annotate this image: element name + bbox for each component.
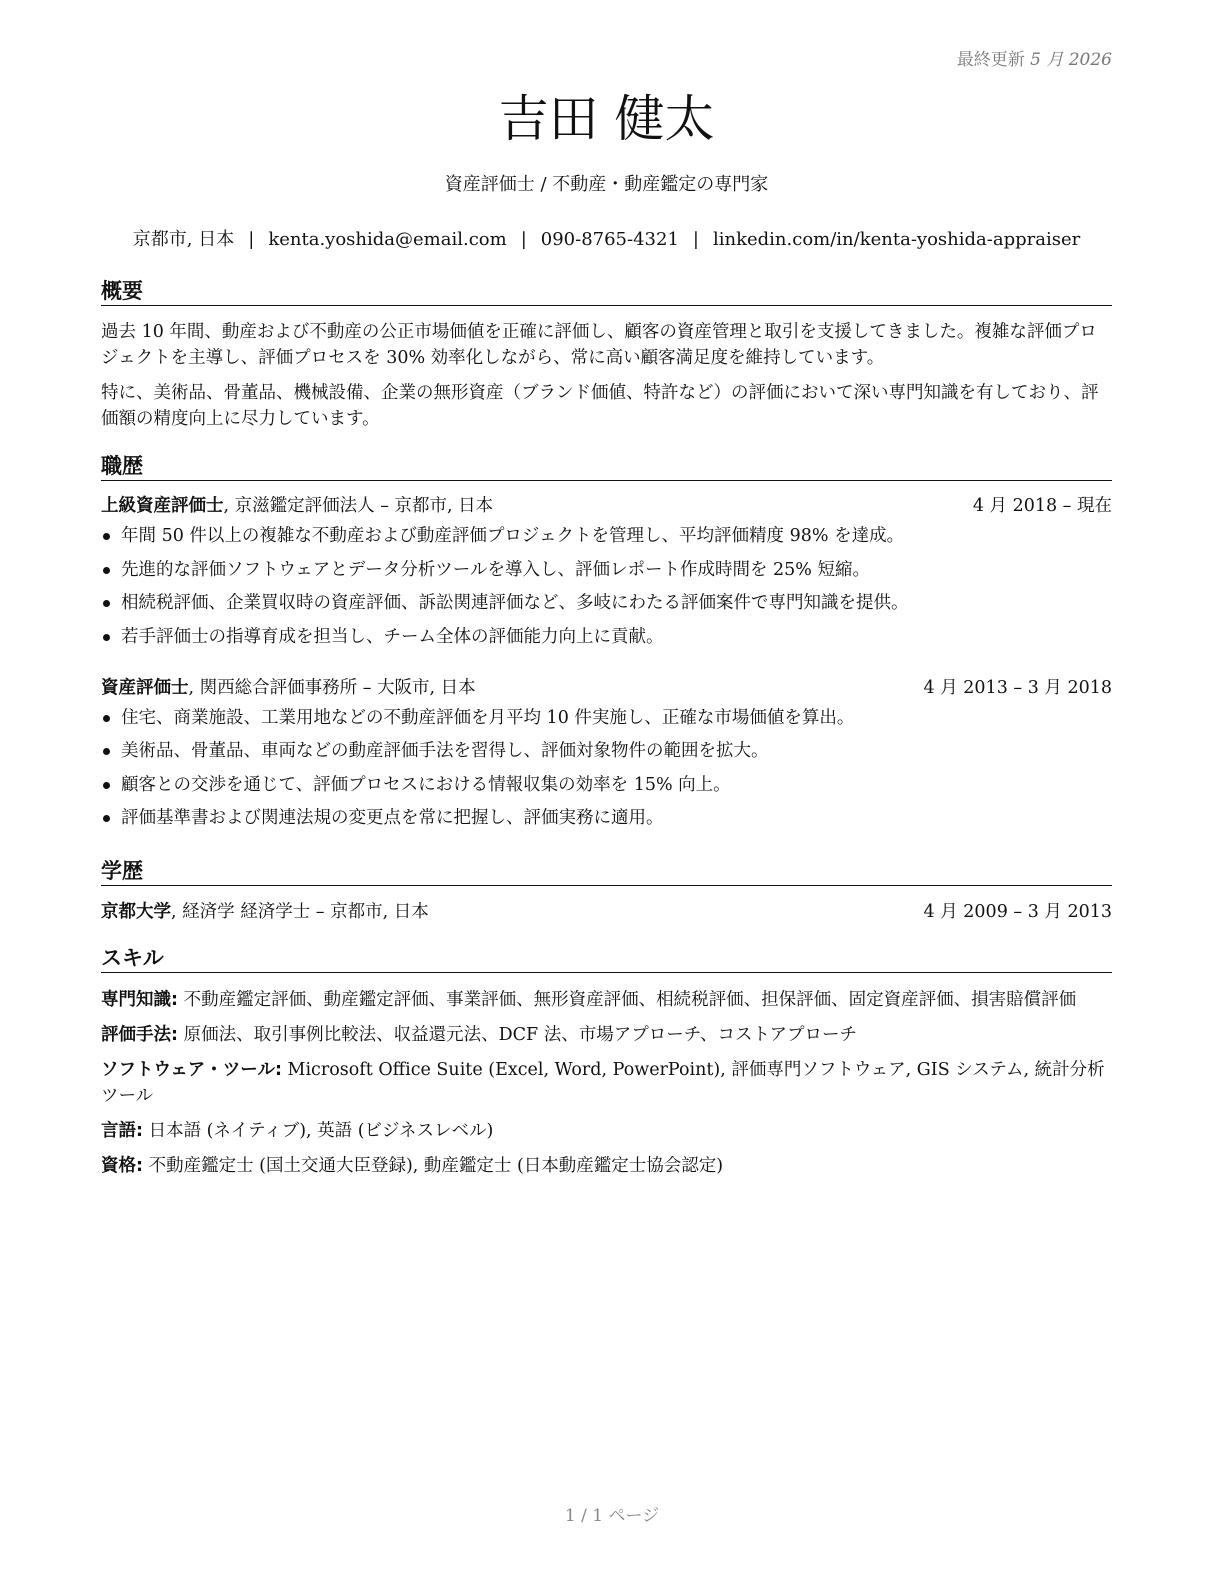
skill-value: 原価法、取引事例比較法、収益還元法、DCF 法、市場アプローチ、コストアプローチ [183,1025,857,1045]
contact-location: 京都市, 日本 [132,229,235,250]
skill-row [101,1153,1112,1179]
job-org: , 京滋鑑定評価法人 – 京都市, 日本 [223,496,494,516]
summary-section [101,277,1112,432]
section-title-summary: 概要 [101,277,1112,306]
job-bullets [101,523,1112,650]
contact-linkedin[interactable]: linkedin.com/in/kenta-yoshida-appraiser [712,229,1081,250]
last-updated [957,45,1112,70]
list-item: 顧客との交渉を通じて、評価プロセスにおける情報収集の効率を 15% 向上。 [101,772,1112,798]
job-org: , 関西総合評価事務所 – 大阪市, 日本 [188,677,476,698]
last-updated-date: 5 月 2026 [1030,50,1112,70]
section-title-experience: 職歴 [101,452,1112,481]
job-header [101,675,1112,701]
education-school: 京都大学 [101,902,171,922]
resume-page [101,0,1112,1584]
job-header [101,493,1112,519]
bullet-icon [103,634,110,641]
bullet-icon [103,533,110,540]
person-name: 吉田 健太 [498,90,715,148]
list-item: 美術品、骨董品、車両などの動産評価手法を習得し、評価対象物件の範囲を拡大。 [101,738,1112,764]
headline: 資産評価士 / 不動産・動産鑑定の専門家 [444,174,769,195]
job-bullets [101,705,1112,832]
education-dates: 4 月 2009 – 3 月 2013 [923,902,1112,922]
bullet-icon [103,567,110,574]
list-item: 評価基準書および関連法規の変更点を常に把握し、評価実務に適用。 [101,805,1112,831]
contact-email[interactable]: kenta.yoshida@email.com [268,229,507,250]
summary-paragraph: 特に、美術品、骨董品、機械設備、企業の無形資産（ブランド価値、特許など）の評価において深い専門知識を有しており、評価額の精度向上に尽力しています。 [101,383,1099,429]
bullet-icon [103,782,110,789]
skills-section [101,944,1112,1179]
skill-row [101,1118,1112,1144]
skill-label: 評価手法: [101,1025,178,1045]
list-item: 住宅、商業施設、工業用地などの不動産評価を月平均 10 件実施し、正確な市場価値を算出。 [101,705,1112,731]
bullet-icon [103,600,110,607]
contact-line [101,225,1112,251]
summary-paragraph: 過去 10 年間、動産および不動産の公正市場価値を正確に評価し、顧客の資産管理と取引を支援してきました。複雑な評価プロジェクトを主導し、評価プロセスを 30% 効率化しながら、常に高い顧客満足度を維持しています。 [101,322,1097,368]
job-entry [101,675,1112,832]
list-item: 若手評価士の指導育成を担当し、チーム全体の評価能力向上に貢献。 [101,624,1112,650]
last-updated-label: 最終更新 [956,50,1025,70]
job-role: 上級資産評価士 [101,496,224,516]
skill-row [101,1022,1112,1048]
education-section [101,857,1112,925]
bullet-icon [103,815,110,822]
list-item: 年間 50 件以上の複雑な不動産および動産評価プロジェクトを管理し、平均評価精度 98% を達成。 [101,523,1112,549]
contact-separator: | [520,229,527,250]
skill-value: 不動産鑑定評価、動産鑑定評価、事業評価、無形資産評価、相続税評価、担保評価、固定資産評価、損害賠償評価 [183,990,1077,1010]
contact-separator: | [692,229,699,250]
education-detail: , 経済学 経済学士 – 京都市, 日本 [171,902,429,922]
contact-separator: | [248,229,255,250]
education-entry [101,899,1112,925]
job-dates: 4 月 2013 – 3 月 2018 [923,677,1112,698]
skill-row [101,1057,1112,1109]
skill-value: Microsoft Office Suite (Excel, Word, PowerPoint), 評価専門ソフトウェア, GIS システム, 統計分析ツール [101,1060,1105,1106]
section-title-education: 学歴 [101,857,1112,886]
skill-label: 言語: [101,1121,143,1141]
experience-section [101,452,1112,831]
skill-label: 専門知識: [101,990,178,1010]
job-dates: 4 月 2018 – 現在 [972,496,1112,516]
list-item: 先進的な評価ソフトウェアとデータ分析ツールを導入し、評価レポート作成時間を 25% 短縮。 [101,557,1112,583]
skill-value: 不動産鑑定士 (国土交通大臣登録), 動産鑑定士 (日本動産鑑定士協会認定) [148,1156,724,1176]
skill-row [101,987,1112,1013]
skill-label: 資格: [101,1156,143,1176]
job-entry [101,493,1112,650]
skill-value: 日本語 (ネイティブ), 英語 (ビジネスレベル) [148,1121,494,1141]
page-indicator: 1 / 1 ページ [564,1506,660,1526]
skill-label: ソフトウェア・ツール: [101,1060,282,1080]
section-title-skills: スキル [101,944,1112,973]
bullet-icon [103,748,110,755]
job-role: 資産評価士 [101,677,189,698]
list-item: 相続税評価、企業買収時の資産評価、訴訟関連評価など、多岐にわたる評価案件で専門知識を提供。 [101,590,1112,616]
contact-phone[interactable]: 090-8765-4321 [540,229,679,250]
bullet-icon [103,715,110,722]
